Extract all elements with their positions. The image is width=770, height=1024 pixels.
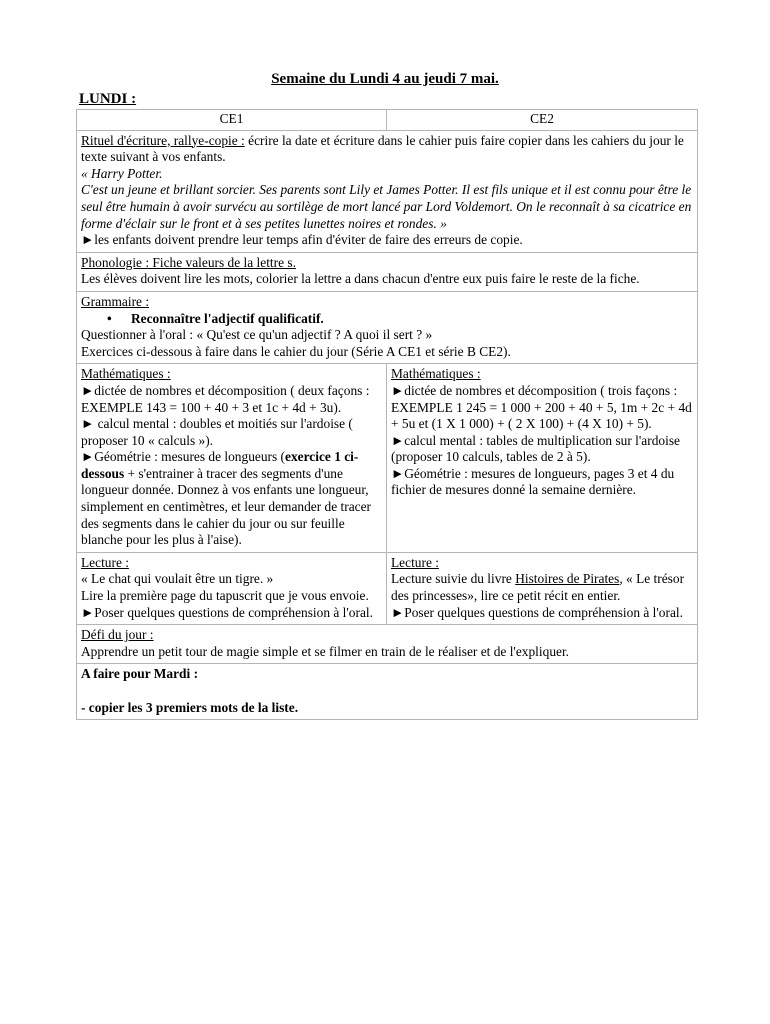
grammaire-heading: Grammaire :: [81, 293, 150, 309]
rituel-intro-text: écrire la date et écriture dans le cahier puis faire copier dans les cahiers du jour le texte suivant à vos enfants.: [81, 132, 684, 165]
afaire-row: [77, 664, 698, 720]
lecture-ce2-line1: [391, 571, 694, 604]
phonologie-row: [77, 252, 698, 291]
maths-ce1-item3-a: ►Géométrie : mesures de longueurs (: [81, 449, 286, 465]
header-row: [77, 110, 698, 131]
maths-ce2-cell: [387, 364, 698, 553]
grammaire-cell: [77, 291, 698, 363]
column-header-ce1: CE1: [77, 110, 387, 131]
rituel-quote: C'est un jeune et brillant sorcier. Ses parents sont Lily et James Potter. Il est fils unique et il est connu pour être le seul être humain à avoir survécu au sortilège de mort lancé par Lord Voldemort. On le reconnaît à sa cicatrice en forme d'éclair sur le front et à ses petites lunettes noires et rondes. »: [81, 182, 692, 231]
defi-text: Apprendre un petit tour de magie simple et se filmer en train de le réaliser et de l'expliquer.: [81, 643, 570, 659]
lecture-ce1-line1: « Le chat qui voulait être un tigre. »: [81, 571, 274, 587]
rituel-row: [77, 130, 698, 252]
maths-ce1-heading: Mathématiques :: [81, 366, 171, 382]
maths-row: [77, 364, 698, 553]
maths-ce1-item3-b: + s'entrainer à tracer des segments d'une longueur donnée. Donnez à vos enfants une longueur, simplement en centimètres, et leur demander de tracer des segments dans le cahier du jour ou sur feuille blanche pour les plus à l'aise).: [81, 465, 371, 548]
lecture-row: [77, 552, 698, 624]
grammaire-bullet: • Reconnaître l'adjectif qualificatif.: [81, 311, 694, 328]
afaire-cell: [77, 664, 698, 720]
lecture-ce2-heading: Lecture :: [391, 554, 439, 570]
lecture-ce2-line1-b: , « Le trésor des princesses», lire ce petit récit en entier.: [391, 571, 685, 604]
page-title: Semaine du Lundi 4 au jeudi 7 mai.: [271, 71, 499, 87]
phonologie-text: Les élèves doivent lire les mots, colorier la lettre a dans chacun d'entre eux puis faire le reste de la fiche.: [81, 271, 640, 287]
phonologie-cell: [77, 252, 698, 291]
rituel-heading: Rituel d'écriture, rallye-copie :: [81, 132, 245, 148]
defi-row: [77, 625, 698, 664]
grammaire-row: [77, 291, 698, 363]
maths-ce1-item3-bold: exercice 1 ci-dessous: [81, 449, 359, 481]
maths-ce1-item1: ►dictée de nombres et décomposition ( deux façons : EXEMPLE 143 = 100 + 40 + 3 et 1c + 4d + 3u).: [81, 382, 370, 415]
maths-ce2-item2: ►calcul mental : tables de multiplication sur l'ardoise (proposer 10 calculs, tables de 2 à 5).: [391, 432, 680, 465]
rituel-book: « Harry Potter.: [81, 165, 163, 181]
maths-ce1-item3: [81, 449, 383, 549]
lecture-ce1-line2: Lire la première page du tapuscrit que je vous envoie.: [81, 588, 369, 604]
grammaire-line1: Questionner à l'oral : « Qu'est ce qu'un adjectif ? A quoi il sert ? »: [81, 327, 433, 343]
lecture-ce1-line3: ►Poser quelques questions de compréhension à l'oral.: [81, 604, 373, 620]
maths-ce1-cell: [77, 364, 387, 553]
rituel-cell: [77, 130, 698, 252]
day-heading: LUNDI :: [79, 91, 137, 107]
maths-ce2-item3: ►Géométrie : mesures de longueurs, pages 3 et 4 du fichier de mesures donné la semaine dernière.: [391, 465, 675, 498]
column-header-ce2: CE2: [387, 110, 698, 131]
defi-cell: [77, 625, 698, 664]
book-title: Histoires de Pirates: [515, 571, 620, 587]
lecture-ce1-cell: [77, 552, 387, 624]
lecture-ce2-line1-a: Lecture suivie du livre: [391, 571, 516, 587]
rituel-note: ►les enfants doivent prendre leur temps afin d'éviter de faire des erreurs de copie.: [81, 232, 523, 248]
rituel-intro: [81, 133, 694, 166]
defi-heading: Défi du jour :: [81, 627, 154, 643]
maths-ce2-heading: Mathématiques :: [391, 366, 481, 382]
lecture-ce2-cell: [387, 552, 698, 624]
phonologie-heading: Phonologie : Fiche valeurs de la lettre s.: [81, 254, 296, 270]
maths-ce2-item1: ►dictée de nombres et décomposition ( trois façons : EXEMPLE 1 245 = 1 000 + 200 + 40 + 5, 1m + 2c + 4d + 5u et (1 X 1 000) + ( 2 X 100) + (4 X 10) + 5).: [391, 382, 692, 432]
grammaire-line2: Exercices ci-dessous à faire dans le cahier du jour (Série A CE1 et série B CE2).: [81, 343, 511, 359]
lecture-ce2-line2: ►Poser quelques questions de compréhension à l'oral.: [391, 604, 683, 620]
maths-ce1-item2: ► calcul mental : doubles et moitiés sur l'ardoise ( proposer 10 « calculs »).: [81, 416, 353, 448]
lesson-plan-table: [76, 109, 698, 720]
lecture-ce1-heading: Lecture :: [81, 554, 129, 570]
afaire-text: - copier les 3 premiers mots de la liste.: [81, 699, 299, 715]
blank-line: [81, 683, 694, 700]
afaire-heading: A faire pour Mardi :: [81, 666, 199, 682]
